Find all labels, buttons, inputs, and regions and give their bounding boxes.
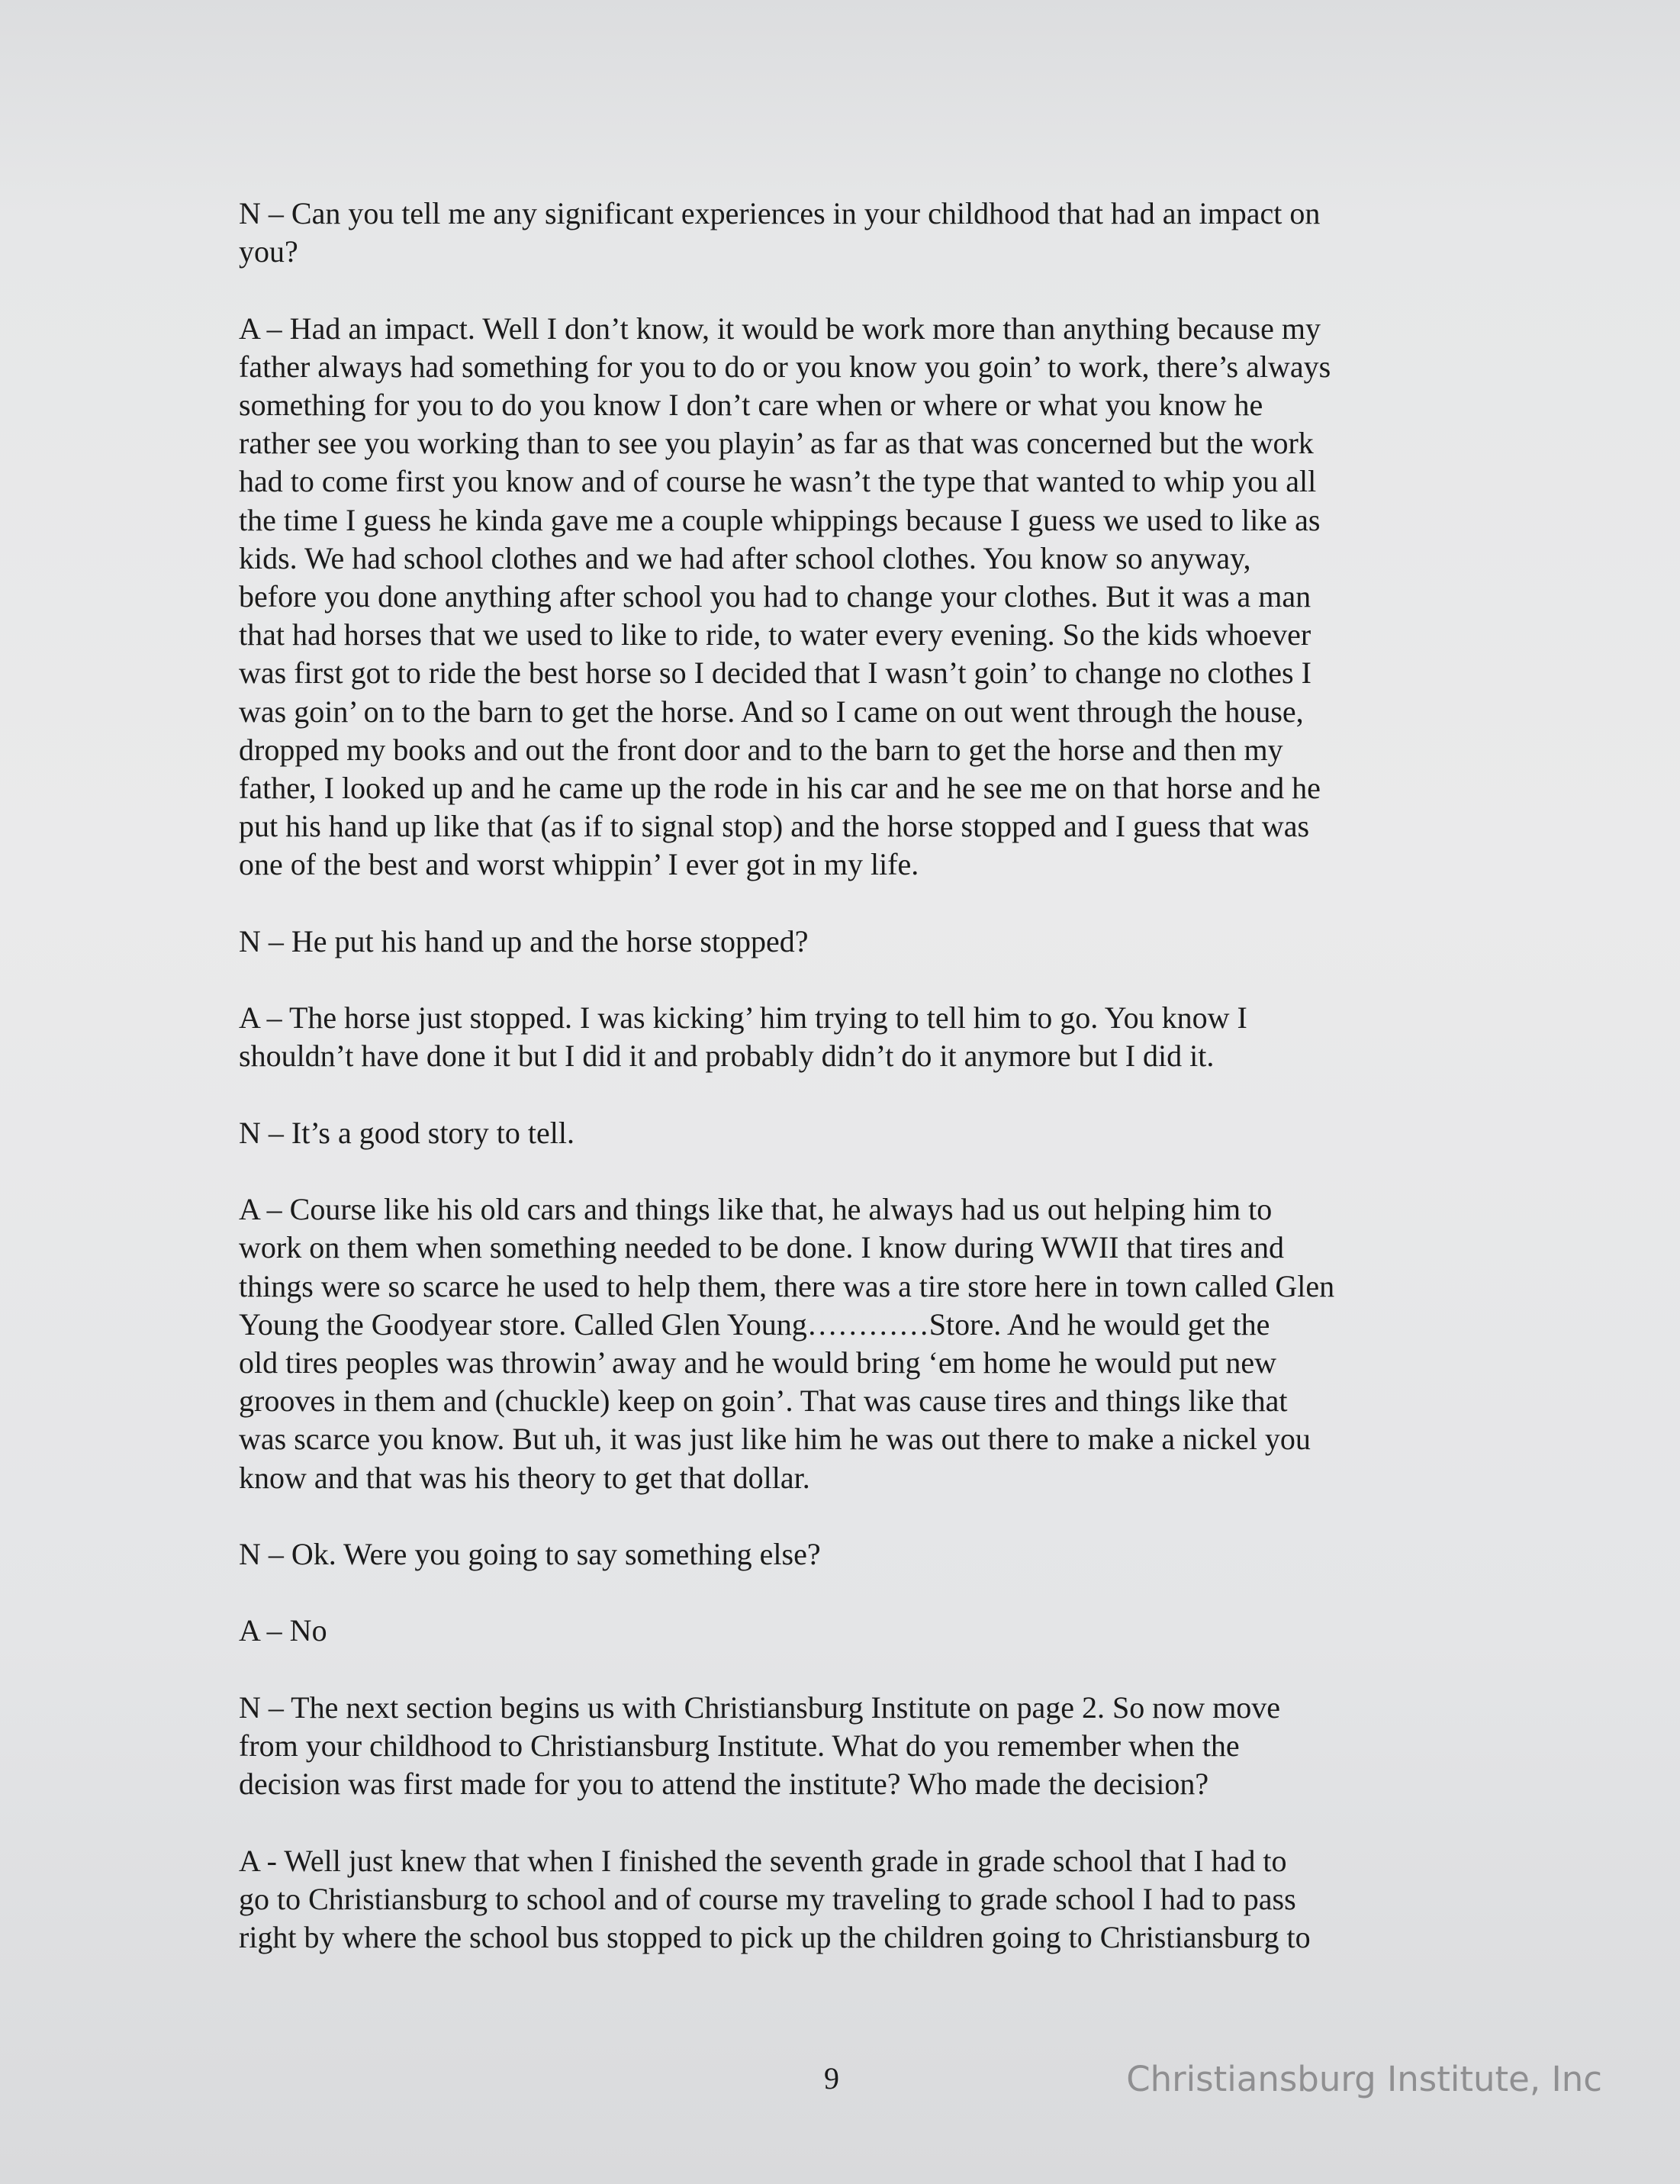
answer-paragraph: A – Had an impact. Well I don’t know, it would be work more than anything because my father always had something for you to do or you know you goin’ to work, there’s always something for you to do you know I don’t care when or where or what you know he rather see you working than to see you playin’ as far as that was concerned but the work had to come first you know and of course he wasn’t the type that wanted to whip you all the time I guess he kinda gave me a couple whippings because I guess we used to like as kids. We had school clothes and we had after school clothes. You know so anyway, before you done anything after school you had to change your clothes. But it was a man that had horses that we used to like to ride, to water every evening. So the kids whoever was first got to ride the best horse so I decided that I wasn’t goin’ to change no clothes I was goin’ on to the barn to get the horse. And so I came on out went through the house, dropped my books and out the front door and to the barn to get the horse and then my father, I looked up and he came up the rode in his car and he see me on that horse and he put his hand up like that (as if to signal stop) and the horse stopped and I guess that was one of the best and worst whippin’ I ever got in my life. — [239, 311, 1331, 882]
question-paragraph: N – The next section begins us with Christiansburg Institute on page 2. So now move from your childhood to Christiansburg Institute. What do you remember when the decision was first made for you to attend the institute? Who made the decision? — [239, 1690, 1281, 1802]
question-paragraph: N – It’s a good story to tell. — [239, 1115, 574, 1150]
answer-paragraph: A – The horse just stopped. I was kicking’ him trying to tell him to go. You know I shouldn’t have done it but I did it and probably didn’t do it anymore but I did it. — [239, 1000, 1247, 1074]
question-paragraph: N – He put his hand up and the horse stopped? — [239, 923, 809, 958]
answer-paragraph: A – No — [239, 1613, 327, 1648]
answer-paragraph: A - Well just knew that when I finished the seventh grade in grade school that I had to go to Christiansburg to school and of course my traveling to grade school I had to pass right by where the school bus stopped to pick up the children going to Christiansburg to — [239, 1843, 1311, 1954]
answer-paragraph: A – Course like his old cars and things like that, he always had us out helping him to work on them when something needed to be done. I know during WWII that tires and things were so scarce he used to help them, there was a tire store here in town called Glen Young the Goodyear store. Called Glen Young…………Store. And he would get the old tires peoples was throwin’ away and he would bring ‘em home he would put new grooves in them and (chuckle) keep on goin’. That was cause tires and things like that was scarce you know. But uh, it was just like him he was out there to make a nickel you know and that was his theory to get that dollar. — [239, 1192, 1335, 1495]
question-paragraph: N – Can you tell me any significant experiences in your childhood that had an impact on you? — [239, 196, 1321, 269]
transcript-body — [239, 195, 1460, 1995]
question-paragraph: N – Ok. Were you going to say something else? — [239, 1537, 821, 1572]
watermark: Christiansburg Institute, Inc — [1126, 2059, 1602, 2099]
page-number: 9 — [824, 2061, 839, 2095]
